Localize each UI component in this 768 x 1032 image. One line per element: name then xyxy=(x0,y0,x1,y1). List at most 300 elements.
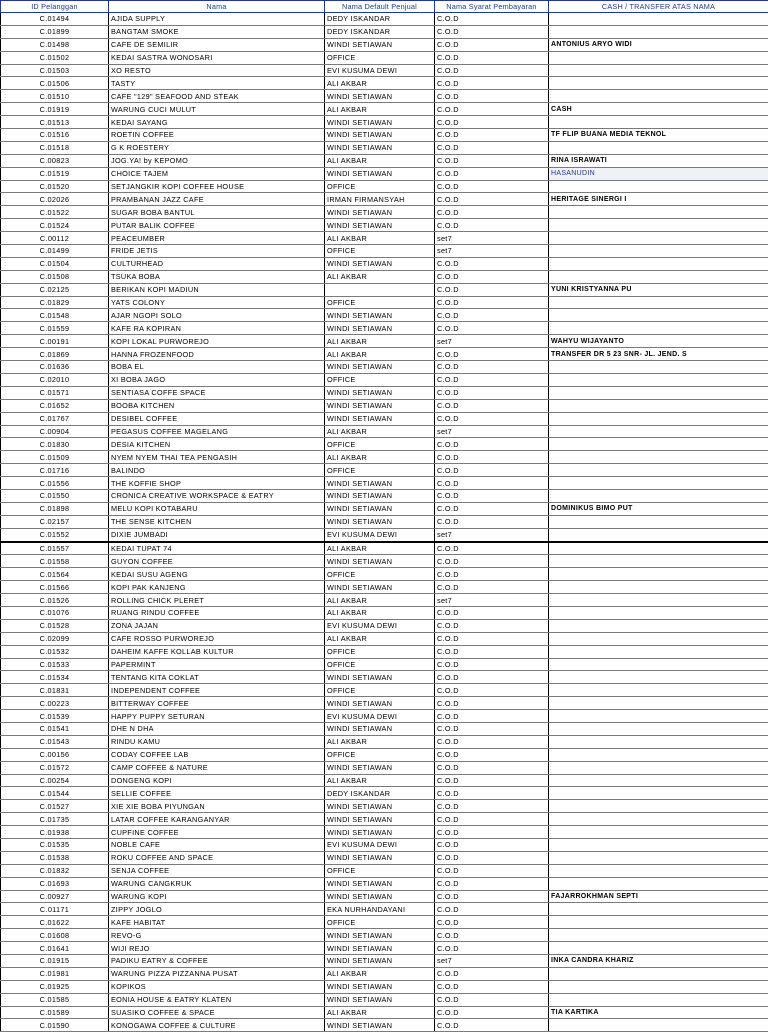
cell-syarat[interactable]: C.O.D xyxy=(435,38,549,51)
cell-penjual[interactable]: OFFICE xyxy=(325,464,435,477)
table-row[interactable] xyxy=(1,542,768,555)
cell-syarat[interactable]: C.O.D xyxy=(435,632,549,645)
cell-penjual[interactable]: OFFICE xyxy=(325,864,435,877)
cell-penjual[interactable]: WINDI SETIAWAN xyxy=(325,761,435,774)
cell-id[interactable]: C.01590 xyxy=(1,1019,109,1032)
table-row[interactable] xyxy=(1,296,768,309)
cell-id[interactable]: C.01919 xyxy=(1,103,109,116)
table-row[interactable] xyxy=(1,851,768,864)
cell-syarat[interactable]: C.O.D xyxy=(435,373,549,386)
cell-id[interactable]: C.01869 xyxy=(1,348,109,361)
cell-penjual[interactable]: WINDI SETIAWAN xyxy=(325,929,435,942)
cell-penjual[interactable]: OFFICE xyxy=(325,916,435,929)
cell-nama[interactable]: CODAY COFFEE LAB xyxy=(109,748,325,761)
cell-nama[interactable]: LATAR COFFEE KARANGANYAR xyxy=(109,813,325,826)
cell-syarat[interactable]: set7 xyxy=(435,245,549,258)
cell-penjual[interactable]: OFFICE xyxy=(325,748,435,761)
cell-nama[interactable]: WARUNG CANGKRUK xyxy=(109,877,325,890)
cell-penjual[interactable]: ALI AKBAR xyxy=(325,735,435,748)
cell-syarat[interactable]: C.O.D xyxy=(435,1019,549,1032)
cell-nama[interactable]: BALINDO xyxy=(109,464,325,477)
cell-nama[interactable]: KEDAI TUPAT 74 xyxy=(109,542,325,555)
cell-cash-transfer[interactable] xyxy=(549,645,768,658)
cell-id[interactable]: C.01518 xyxy=(1,141,109,154)
table-row[interactable] xyxy=(1,929,768,942)
cell-cash-transfer[interactable]: CASH xyxy=(549,103,768,116)
cell-penjual[interactable]: ALI AKBAR xyxy=(325,632,435,645)
cell-penjual[interactable]: WINDI SETIAWAN xyxy=(325,361,435,374)
cell-cash-transfer[interactable] xyxy=(549,864,768,877)
cell-penjual[interactable]: OFFICE xyxy=(325,373,435,386)
cell-cash-transfer[interactable] xyxy=(549,967,768,980)
cell-penjual[interactable]: ALI AKBAR xyxy=(325,103,435,116)
cell-penjual[interactable]: IRMAN FIRMANSYAH xyxy=(325,193,435,206)
cell-nama[interactable]: MELU KOPI KOTABARU xyxy=(109,502,325,515)
cell-syarat[interactable]: C.O.D xyxy=(435,903,549,916)
cell-syarat[interactable]: C.O.D xyxy=(435,877,549,890)
cell-syarat[interactable]: C.O.D xyxy=(435,219,549,232)
cell-id[interactable]: C.01559 xyxy=(1,322,109,335)
cell-cash-transfer[interactable] xyxy=(549,748,768,761)
cell-syarat[interactable]: C.O.D xyxy=(435,502,549,515)
cell-id[interactable]: C.01557 xyxy=(1,542,109,555)
table-row[interactable] xyxy=(1,386,768,399)
cell-nama[interactable]: CULTURHEAD xyxy=(109,257,325,270)
cell-id[interactable]: C.00927 xyxy=(1,890,109,903)
cell-penjual[interactable]: WINDI SETIAWAN xyxy=(325,890,435,903)
table-row[interactable] xyxy=(1,710,768,723)
cell-syarat[interactable]: C.O.D xyxy=(435,51,549,64)
cell-id[interactable]: C.01925 xyxy=(1,980,109,993)
cell-syarat[interactable]: C.O.D xyxy=(435,283,549,296)
cell-id[interactable]: C.01938 xyxy=(1,826,109,839)
cell-syarat[interactable]: C.O.D xyxy=(435,568,549,581)
cell-nama[interactable]: PUTAR BALIK COFFEE xyxy=(109,219,325,232)
cell-penjual[interactable]: WINDI SETIAWAN xyxy=(325,90,435,103)
cell-id[interactable]: C.01571 xyxy=(1,386,109,399)
cell-nama[interactable]: WARUNG CUCI MULUT xyxy=(109,103,325,116)
cell-syarat[interactable]: C.O.D xyxy=(435,761,549,774)
cell-cash-transfer[interactable] xyxy=(549,361,768,374)
cell-penjual[interactable]: DEDY ISKANDAR xyxy=(325,25,435,38)
cell-penjual[interactable]: WINDI SETIAWAN xyxy=(325,813,435,826)
cell-penjual[interactable]: DEDY ISKANDAR xyxy=(325,13,435,26)
table-row[interactable] xyxy=(1,90,768,103)
cell-nama[interactable]: KAFE HABITAT xyxy=(109,916,325,929)
cell-id[interactable]: C.01832 xyxy=(1,864,109,877)
table-row[interactable] xyxy=(1,619,768,632)
cell-penjual[interactable]: EVI KUSUMA DEWI xyxy=(325,839,435,852)
cell-syarat[interactable]: C.O.D xyxy=(435,361,549,374)
table-row[interactable] xyxy=(1,438,768,451)
cell-penjual[interactable]: WINDI SETIAWAN xyxy=(325,206,435,219)
cell-cash-transfer[interactable]: RINA ISRAWATI xyxy=(549,154,768,167)
cell-syarat[interactable]: C.O.D xyxy=(435,942,549,955)
cell-cash-transfer[interactable] xyxy=(549,438,768,451)
cell-penjual[interactable]: WINDI SETIAWAN xyxy=(325,955,435,968)
table-row[interactable] xyxy=(1,800,768,813)
cell-penjual[interactable]: WINDI SETIAWAN xyxy=(325,851,435,864)
cell-nama[interactable]: DESIA KITCHEN xyxy=(109,438,325,451)
table-row[interactable] xyxy=(1,787,768,800)
cell-cash-transfer[interactable] xyxy=(549,942,768,955)
cell-nama[interactable]: PEGASUS COFFEE MAGELANG xyxy=(109,425,325,438)
cell-cash-transfer[interactable] xyxy=(549,619,768,632)
cell-cash-transfer[interactable] xyxy=(549,399,768,412)
cell-nama[interactable]: TENTANG KITA COKLAT xyxy=(109,671,325,684)
cell-syarat[interactable]: C.O.D xyxy=(435,167,549,180)
cell-nama[interactable]: PADIKU EATRY & COFFEE xyxy=(109,955,325,968)
cell-id[interactable]: C.01538 xyxy=(1,851,109,864)
cell-syarat[interactable]: C.O.D xyxy=(435,555,549,568)
cell-syarat[interactable]: C.O.D xyxy=(435,658,549,671)
cell-id[interactable]: C.01539 xyxy=(1,710,109,723)
cell-syarat[interactable]: set7 xyxy=(435,528,549,541)
table-row[interactable] xyxy=(1,890,768,903)
cell-cash-transfer[interactable] xyxy=(549,839,768,852)
cell-nama[interactable]: DESIBEL COFFEE xyxy=(109,412,325,425)
cell-syarat[interactable]: C.O.D xyxy=(435,929,549,942)
cell-nama[interactable]: JOG.YA! by KEPOMO xyxy=(109,154,325,167)
cell-penjual[interactable]: WINDI SETIAWAN xyxy=(325,399,435,412)
cell-syarat[interactable]: C.O.D xyxy=(435,412,549,425)
table-row[interactable] xyxy=(1,103,768,116)
cell-syarat[interactable]: C.O.D xyxy=(435,916,549,929)
table-row[interactable] xyxy=(1,38,768,51)
cell-syarat[interactable]: set7 xyxy=(435,955,549,968)
cell-nama[interactable]: BOBA EL xyxy=(109,361,325,374)
cell-id[interactable]: C.01498 xyxy=(1,38,109,51)
header-penjual[interactable]: Nama Default Penjual xyxy=(325,1,435,13)
cell-id[interactable]: C.01552 xyxy=(1,528,109,541)
table-row[interactable] xyxy=(1,283,768,296)
cell-syarat[interactable]: C.O.D xyxy=(435,826,549,839)
cell-id[interactable]: C.01499 xyxy=(1,245,109,258)
cell-syarat[interactable]: C.O.D xyxy=(435,180,549,193)
cell-id[interactable]: C.01541 xyxy=(1,722,109,735)
cell-id[interactable]: C.01520 xyxy=(1,180,109,193)
table-row[interactable] xyxy=(1,748,768,761)
cell-id[interactable]: C.00823 xyxy=(1,154,109,167)
cell-syarat[interactable]: C.O.D xyxy=(435,154,549,167)
cell-cash-transfer[interactable] xyxy=(549,425,768,438)
cell-nama[interactable]: PRAMBANAN JAZZ CAFE xyxy=(109,193,325,206)
cell-cash-transfer[interactable] xyxy=(549,386,768,399)
cell-nama[interactable]: SUASIKO COFFEE & SPACE xyxy=(109,1006,325,1019)
cell-cash-transfer[interactable] xyxy=(549,632,768,645)
cell-syarat[interactable]: C.O.D xyxy=(435,839,549,852)
cell-penjual[interactable]: ALI AKBAR xyxy=(325,1006,435,1019)
cell-id[interactable]: C.01522 xyxy=(1,206,109,219)
cell-nama[interactable]: G K ROESTERY xyxy=(109,141,325,154)
cell-cash-transfer[interactable] xyxy=(549,477,768,490)
cell-id[interactable]: C.01510 xyxy=(1,90,109,103)
table-row[interactable] xyxy=(1,64,768,77)
table-row[interactable] xyxy=(1,658,768,671)
cell-cash-transfer[interactable] xyxy=(549,296,768,309)
cell-nama[interactable]: KOPI PAK KANJENG xyxy=(109,581,325,594)
cell-cash-transfer[interactable] xyxy=(549,761,768,774)
cell-penjual[interactable]: OFFICE xyxy=(325,684,435,697)
cell-id[interactable]: C.01544 xyxy=(1,787,109,800)
cell-id[interactable]: C.01532 xyxy=(1,645,109,658)
cell-id[interactable]: C.01504 xyxy=(1,257,109,270)
cell-id[interactable]: C.01548 xyxy=(1,309,109,322)
cell-nama[interactable]: WIJI REJO xyxy=(109,942,325,955)
cell-cash-transfer[interactable] xyxy=(549,903,768,916)
cell-penjual[interactable]: ALI AKBAR xyxy=(325,606,435,619)
cell-id[interactable]: C.01572 xyxy=(1,761,109,774)
cell-nama[interactable]: KOPIKOS xyxy=(109,980,325,993)
cell-syarat[interactable]: C.O.D xyxy=(435,348,549,361)
cell-cash-transfer[interactable] xyxy=(549,489,768,502)
table-row[interactable] xyxy=(1,373,768,386)
cell-cash-transfer[interactable] xyxy=(549,322,768,335)
cell-cash-transfer[interactable] xyxy=(549,1019,768,1032)
table-row[interactable] xyxy=(1,1019,768,1032)
cell-penjual[interactable]: ALI AKBAR xyxy=(325,594,435,607)
cell-id[interactable]: C.01556 xyxy=(1,477,109,490)
cell-penjual[interactable]: WINDI SETIAWAN xyxy=(325,167,435,180)
cell-penjual[interactable]: OFFICE xyxy=(325,51,435,64)
table-row[interactable] xyxy=(1,309,768,322)
cell-nama[interactable]: WARUNG PIZZA PIZZANNA PUSAT xyxy=(109,967,325,980)
table-row[interactable] xyxy=(1,141,768,154)
cell-penjual[interactable]: WINDI SETIAWAN xyxy=(325,581,435,594)
header-syarat[interactable]: Nama Syarat Pembayaran xyxy=(435,1,549,13)
cell-syarat[interactable]: C.O.D xyxy=(435,386,549,399)
cell-cash-transfer[interactable]: HASANUDIN xyxy=(549,167,768,180)
cell-nama[interactable]: TSUKA BOBA xyxy=(109,270,325,283)
cell-id[interactable]: C.01899 xyxy=(1,25,109,38)
cell-nama[interactable]: SENTIASA COFFE SPACE xyxy=(109,386,325,399)
cell-cash-transfer[interactable] xyxy=(549,245,768,258)
cell-nama[interactable]: KONOGAWA COFFEE & CULTURE xyxy=(109,1019,325,1032)
cell-nama[interactable]: SENJA COFFEE xyxy=(109,864,325,877)
cell-nama[interactable]: SELLIE COFFEE xyxy=(109,787,325,800)
cell-cash-transfer[interactable] xyxy=(549,697,768,710)
cell-syarat[interactable]: C.O.D xyxy=(435,193,549,206)
cell-penjual[interactable]: WINDI SETIAWAN xyxy=(325,477,435,490)
cell-nama[interactable]: EONIA HOUSE & EATRY KLATEN xyxy=(109,993,325,1006)
cell-syarat[interactable]: C.O.D xyxy=(435,787,549,800)
table-row[interactable] xyxy=(1,581,768,594)
cell-syarat[interactable]: C.O.D xyxy=(435,257,549,270)
cell-cash-transfer[interactable] xyxy=(549,116,768,129)
cell-id[interactable]: C.01829 xyxy=(1,296,109,309)
table-row[interactable] xyxy=(1,826,768,839)
cell-cash-transfer[interactable] xyxy=(549,219,768,232)
table-row[interactable] xyxy=(1,645,768,658)
cell-cash-transfer[interactable] xyxy=(549,800,768,813)
cell-penjual[interactable]: OFFICE xyxy=(325,568,435,581)
cell-cash-transfer[interactable] xyxy=(549,658,768,671)
cell-syarat[interactable]: C.O.D xyxy=(435,206,549,219)
cell-cash-transfer[interactable] xyxy=(549,993,768,1006)
cell-id[interactable]: C.01526 xyxy=(1,594,109,607)
cell-id[interactable]: C.01527 xyxy=(1,800,109,813)
cell-syarat[interactable]: C.O.D xyxy=(435,309,549,322)
table-row[interactable] xyxy=(1,980,768,993)
cell-penjual[interactable]: OFFICE xyxy=(325,658,435,671)
cell-syarat[interactable]: C.O.D xyxy=(435,270,549,283)
cell-syarat[interactable]: C.O.D xyxy=(435,129,549,142)
cell-syarat[interactable]: C.O.D xyxy=(435,800,549,813)
cell-id[interactable]: C.00112 xyxy=(1,232,109,245)
table-row[interactable] xyxy=(1,477,768,490)
cell-penjual[interactable]: WINDI SETIAWAN xyxy=(325,502,435,515)
cell-syarat[interactable]: C.O.D xyxy=(435,967,549,980)
table-row[interactable] xyxy=(1,116,768,129)
cell-syarat[interactable]: C.O.D xyxy=(435,438,549,451)
cell-cash-transfer[interactable] xyxy=(549,735,768,748)
cell-penjual[interactable]: WINDI SETIAWAN xyxy=(325,877,435,890)
cell-syarat[interactable]: C.O.D xyxy=(435,322,549,335)
cell-cash-transfer[interactable] xyxy=(549,555,768,568)
table-row[interactable] xyxy=(1,632,768,645)
cell-syarat[interactable]: C.O.D xyxy=(435,748,549,761)
cell-penjual[interactable]: WINDI SETIAWAN xyxy=(325,515,435,528)
table-row[interactable] xyxy=(1,245,768,258)
cell-syarat[interactable]: C.O.D xyxy=(435,477,549,490)
cell-nama[interactable]: XI BOBA JAGO xyxy=(109,373,325,386)
cell-id[interactable]: C.01830 xyxy=(1,438,109,451)
cell-cash-transfer[interactable] xyxy=(549,710,768,723)
cell-nama[interactable]: DAHEIM KAFFE KOLLAB KULTUR xyxy=(109,645,325,658)
cell-cash-transfer[interactable]: WAHYU WIJAYANTO xyxy=(549,335,768,348)
cell-penjual[interactable]: WINDI SETIAWAN xyxy=(325,412,435,425)
cell-id[interactable]: C.01509 xyxy=(1,451,109,464)
table-row[interactable] xyxy=(1,594,768,607)
cell-syarat[interactable]: C.O.D xyxy=(435,542,549,555)
cell-id[interactable]: C.01519 xyxy=(1,167,109,180)
table-row[interactable] xyxy=(1,502,768,515)
cell-id[interactable]: C.01535 xyxy=(1,839,109,852)
cell-syarat[interactable]: C.O.D xyxy=(435,890,549,903)
table-row[interactable] xyxy=(1,193,768,206)
cell-penjual[interactable]: WINDI SETIAWAN xyxy=(325,141,435,154)
cell-cash-transfer[interactable]: TRANSFER DR 5 23 SNR- JL. JEND. S xyxy=(549,348,768,361)
cell-penjual[interactable]: ALI AKBAR xyxy=(325,270,435,283)
cell-penjual[interactable]: WINDI SETIAWAN xyxy=(325,993,435,1006)
cell-nama[interactable]: GUYON COFFEE xyxy=(109,555,325,568)
cell-nama[interactable]: BANGTAM SMOKE xyxy=(109,25,325,38)
cell-id[interactable]: C.01693 xyxy=(1,877,109,890)
cell-id[interactable]: C.01608 xyxy=(1,929,109,942)
cell-syarat[interactable]: C.O.D xyxy=(435,103,549,116)
table-row[interactable] xyxy=(1,219,768,232)
cell-id[interactable]: C.01641 xyxy=(1,942,109,955)
cell-id[interactable]: C.01767 xyxy=(1,412,109,425)
cell-id[interactable]: C.01566 xyxy=(1,581,109,594)
cell-penjual[interactable]: ALI AKBAR xyxy=(325,154,435,167)
cell-penjual[interactable]: ALI AKBAR xyxy=(325,967,435,980)
cell-nama[interactable]: SUGAR BOBA BANTUL xyxy=(109,206,325,219)
cell-penjual[interactable]: ALI AKBAR xyxy=(325,348,435,361)
cell-nama[interactable]: CUPFINE COFFEE xyxy=(109,826,325,839)
cell-cash-transfer[interactable] xyxy=(549,877,768,890)
cell-nama[interactable]: AJAR NGOPI SOLO xyxy=(109,309,325,322)
cell-syarat[interactable]: set7 xyxy=(435,594,549,607)
cell-nama[interactable]: CAMP COFFEE & NATURE xyxy=(109,761,325,774)
header-id[interactable]: ID Pelanggan xyxy=(1,1,109,13)
cell-syarat[interactable]: C.O.D xyxy=(435,980,549,993)
table-row[interactable] xyxy=(1,722,768,735)
table-row[interactable] xyxy=(1,555,768,568)
cell-syarat[interactable]: C.O.D xyxy=(435,64,549,77)
cell-id[interactable]: C.01831 xyxy=(1,684,109,697)
cell-penjual[interactable]: OFFICE xyxy=(325,296,435,309)
table-row[interactable] xyxy=(1,813,768,826)
cell-nama[interactable]: THE SENSE KITCHEN xyxy=(109,515,325,528)
cell-cash-transfer[interactable] xyxy=(549,412,768,425)
cell-syarat[interactable]: C.O.D xyxy=(435,451,549,464)
cell-id[interactable]: C.00223 xyxy=(1,697,109,710)
cell-id[interactable]: C.01898 xyxy=(1,502,109,515)
table-row[interactable] xyxy=(1,464,768,477)
table-row[interactable] xyxy=(1,51,768,64)
cell-nama[interactable]: KEDAI SAYANG xyxy=(109,116,325,129)
cell-id[interactable]: C.01513 xyxy=(1,116,109,129)
cell-penjual[interactable]: WINDI SETIAWAN xyxy=(325,697,435,710)
cell-nama[interactable]: DIXIE JUMBADI xyxy=(109,528,325,541)
cell-cash-transfer[interactable] xyxy=(549,309,768,322)
cell-cash-transfer[interactable] xyxy=(549,916,768,929)
cell-id[interactable]: C.01502 xyxy=(1,51,109,64)
cell-syarat[interactable]: C.O.D xyxy=(435,606,549,619)
cell-id[interactable]: C.02099 xyxy=(1,632,109,645)
cell-nama[interactable]: WARUNG KOPI xyxy=(109,890,325,903)
table-row[interactable] xyxy=(1,232,768,245)
cell-penjual[interactable]: WINDI SETIAWAN xyxy=(325,322,435,335)
cell-nama[interactable]: KEDAI SASTRA WONOSARI xyxy=(109,51,325,64)
cell-id[interactable]: C.01550 xyxy=(1,489,109,502)
cell-penjual[interactable]: WINDI SETIAWAN xyxy=(325,555,435,568)
cell-penjual[interactable]: WINDI SETIAWAN xyxy=(325,219,435,232)
table-row[interactable] xyxy=(1,993,768,1006)
cell-cash-transfer[interactable] xyxy=(549,606,768,619)
cell-cash-transfer[interactable] xyxy=(549,373,768,386)
cell-syarat[interactable]: C.O.D xyxy=(435,684,549,697)
cell-nama[interactable]: HANNA FROZENFOOD xyxy=(109,348,325,361)
cell-nama[interactable]: ROLLING CHICK PLERET xyxy=(109,594,325,607)
cell-penjual[interactable]: WINDI SETIAWAN xyxy=(325,942,435,955)
cell-id[interactable]: C.01735 xyxy=(1,813,109,826)
cell-penjual[interactable]: EVI KUSUMA DEWI xyxy=(325,710,435,723)
cell-penjual[interactable]: EVI KUSUMA DEWI xyxy=(325,528,435,541)
cell-nama[interactable]: RINDU KAMU xyxy=(109,735,325,748)
cell-penjual[interactable]: WINDI SETIAWAN xyxy=(325,309,435,322)
cell-id[interactable]: C.01636 xyxy=(1,361,109,374)
cell-id[interactable]: C.01558 xyxy=(1,555,109,568)
cell-syarat[interactable]: C.O.D xyxy=(435,645,549,658)
cell-cash-transfer[interactable] xyxy=(549,25,768,38)
cell-cash-transfer[interactable]: YUNI KRISTYANNA PU xyxy=(549,283,768,296)
cell-cash-transfer[interactable] xyxy=(549,722,768,735)
cell-id[interactable]: C.01534 xyxy=(1,671,109,684)
table-row[interactable] xyxy=(1,412,768,425)
cell-penjual[interactable]: WINDI SETIAWAN xyxy=(325,1019,435,1032)
cell-penjual[interactable]: WINDI SETIAWAN xyxy=(325,257,435,270)
cell-syarat[interactable]: C.O.D xyxy=(435,993,549,1006)
table-row[interactable] xyxy=(1,425,768,438)
cell-syarat[interactable]: C.O.D xyxy=(435,489,549,502)
cell-penjual[interactable]: OFFICE xyxy=(325,438,435,451)
cell-penjual[interactable]: WINDI SETIAWAN xyxy=(325,386,435,399)
cell-id[interactable]: C.00156 xyxy=(1,748,109,761)
cell-id[interactable]: C.01915 xyxy=(1,955,109,968)
cell-nama[interactable]: RUANG RINDU COFFEE xyxy=(109,606,325,619)
